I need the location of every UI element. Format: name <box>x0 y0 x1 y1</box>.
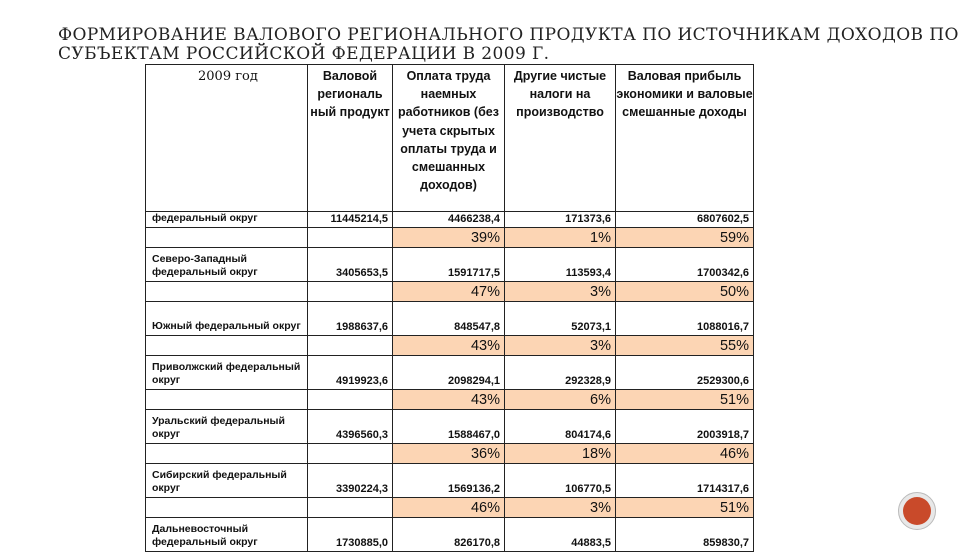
region-value: 826170,8 <box>393 518 505 552</box>
region-name: Южный федеральный округ <box>146 302 308 336</box>
header-grp: Валовой региональ ный продукт <box>308 65 393 212</box>
region-value: 1569136,2 <box>393 464 505 498</box>
region-value: 113593,4 <box>505 248 616 282</box>
blank-cell <box>146 390 308 410</box>
share-percent: 18% <box>505 444 616 464</box>
blank-cell <box>146 282 308 302</box>
region-value: 11445214,5 <box>308 212 393 228</box>
blank-cell <box>146 336 308 356</box>
blank-cell <box>146 444 308 464</box>
region-row <box>146 410 754 444</box>
region-value: 4396560,3 <box>308 410 393 444</box>
region-name: Уральский федеральный округ <box>146 410 308 444</box>
region-value: 2003918,7 <box>616 410 754 444</box>
region-name: федеральный округ <box>146 212 308 228</box>
region-value: 2098294,1 <box>393 356 505 390</box>
region-value: 804174,6 <box>505 410 616 444</box>
blank-cell <box>146 498 308 518</box>
share-percent: 36% <box>393 444 505 464</box>
share-percent: 46% <box>393 498 505 518</box>
region-row <box>146 212 754 228</box>
share-percent: 47% <box>393 282 505 302</box>
share-percent: 50% <box>616 282 754 302</box>
region-name: Северо-Западный федеральный округ <box>146 248 308 282</box>
share-percent: 6% <box>505 390 616 410</box>
share-row <box>146 444 754 464</box>
region-value: 1588467,0 <box>393 410 505 444</box>
year-label: 2009 год <box>146 65 308 212</box>
region-value: 4919923,6 <box>308 356 393 390</box>
region-row <box>146 248 754 282</box>
region-value: 1730885,0 <box>308 518 393 552</box>
header-wages: Оплата труда наемных работников (без учета скрытых оплаты труда и смешанных доходов) <box>393 65 505 212</box>
region-value: 2529300,6 <box>616 356 754 390</box>
share-row <box>146 498 754 518</box>
blank-cell <box>308 228 393 248</box>
share-row <box>146 282 754 302</box>
header-profit: Валовая прибыль экономики и валовые смешанные доходы <box>616 65 754 212</box>
blank-cell <box>308 444 393 464</box>
region-value: 292328,9 <box>505 356 616 390</box>
region-value: 6807602,5 <box>616 212 754 228</box>
region-value: 44883,5 <box>505 518 616 552</box>
blank-cell <box>308 336 393 356</box>
share-row <box>146 336 754 356</box>
share-percent: 43% <box>393 390 505 410</box>
region-value: 1714317,6 <box>616 464 754 498</box>
share-percent: 3% <box>505 282 616 302</box>
region-value: 848547,8 <box>393 302 505 336</box>
region-value: 1700342,6 <box>616 248 754 282</box>
slide-number-badge <box>898 492 936 530</box>
region-value: 859830,7 <box>616 518 754 552</box>
region-name: Сибирский федеральный округ <box>146 464 308 498</box>
region-value: 3390224,3 <box>308 464 393 498</box>
region-row <box>146 518 754 552</box>
region-value: 52073,1 <box>505 302 616 336</box>
region-value: 171373,6 <box>505 212 616 228</box>
title-line-2: СУБЪЕКТАМ РОССИЙСКОЙ ФЕДЕРАЦИИ В 2009 Г. <box>58 44 550 64</box>
blank-cell <box>308 282 393 302</box>
title-line-1: ФОРМИРОВАНИЕ ВАЛОВОГО РЕГИОНАЛЬНОГО ПРОДУКТА ПО ИСТОЧНИКАМ ДОХОДОВ ПО <box>58 25 959 45</box>
share-row <box>146 390 754 410</box>
share-percent: 51% <box>616 498 754 518</box>
header-row <box>146 65 754 212</box>
region-row <box>146 464 754 498</box>
region-row <box>146 356 754 390</box>
share-percent: 46% <box>616 444 754 464</box>
region-value: 4466238,4 <box>393 212 505 228</box>
region-value: 1591717,5 <box>393 248 505 282</box>
region-value: 3405653,5 <box>308 248 393 282</box>
slide-title <box>58 25 959 64</box>
blank-cell <box>146 228 308 248</box>
share-percent: 3% <box>505 498 616 518</box>
share-percent: 3% <box>505 336 616 356</box>
grp-table <box>145 64 754 552</box>
share-row <box>146 228 754 248</box>
share-percent: 51% <box>616 390 754 410</box>
share-percent: 1% <box>505 228 616 248</box>
share-percent: 59% <box>616 228 754 248</box>
region-name: Приволжский федеральный округ <box>146 356 308 390</box>
region-name: Дальневосточный федеральный округ <box>146 518 308 552</box>
region-value: 1988637,6 <box>308 302 393 336</box>
region-row <box>146 302 754 336</box>
blank-cell <box>308 390 393 410</box>
header-taxes: Другие чистые налоги на производство <box>505 65 616 212</box>
share-percent: 55% <box>616 336 754 356</box>
region-value: 1088016,7 <box>616 302 754 336</box>
blank-cell <box>308 498 393 518</box>
region-value: 106770,5 <box>505 464 616 498</box>
share-percent: 39% <box>393 228 505 248</box>
share-percent: 43% <box>393 336 505 356</box>
